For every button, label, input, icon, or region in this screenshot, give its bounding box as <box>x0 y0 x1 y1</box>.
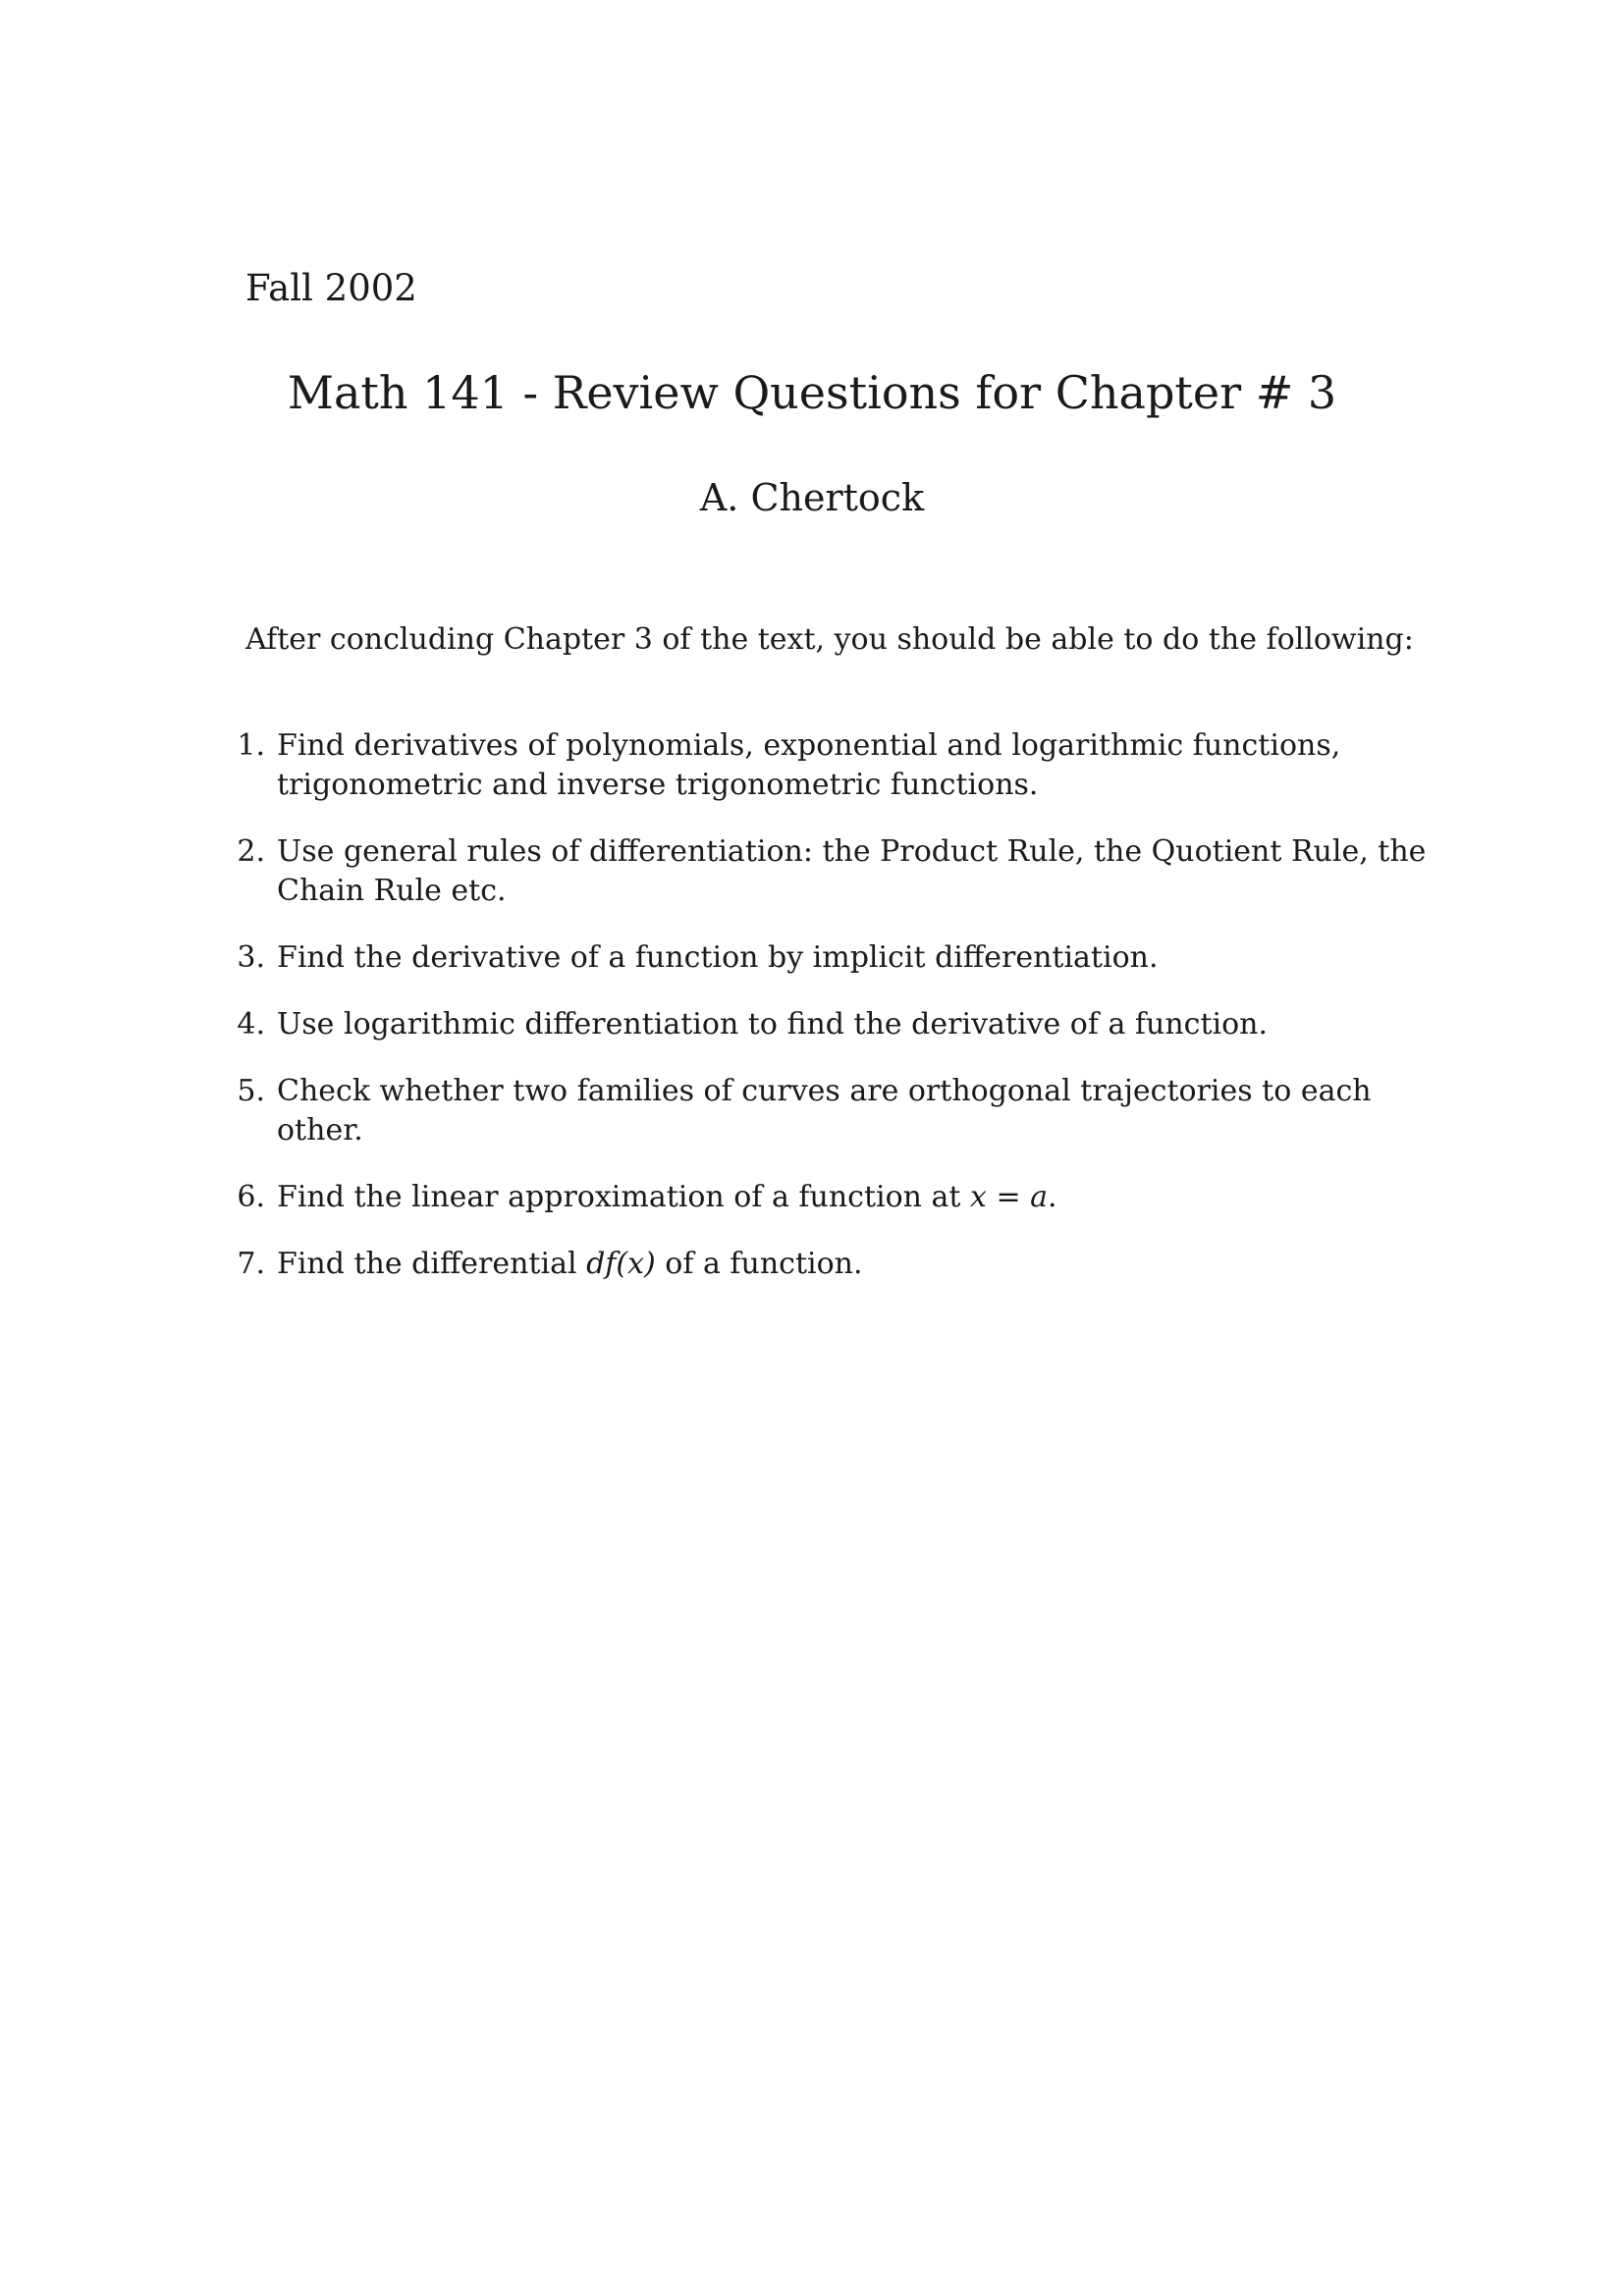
list-item <box>226 1072 1443 1150</box>
list-item <box>226 1178 1443 1217</box>
math-expression: df(x) <box>586 1247 656 1281</box>
item-text-before: Find the differential <box>277 1247 587 1281</box>
objectives-list <box>226 726 1443 1311</box>
item-text: Use general rules of differentiation: the Product Rule, the Quotient Rule, the Chain Rule etc. <box>277 834 1427 908</box>
list-item <box>226 1245 1443 1284</box>
list-item <box>226 726 1443 805</box>
list-item <box>226 1005 1443 1044</box>
list-item <box>226 832 1443 911</box>
intro-paragraph: After concluding Chapter 3 of the text, you should be able to do the following: <box>245 622 1414 657</box>
math-expression: x = a <box>970 1180 1049 1214</box>
item-number: 5. <box>237 1074 265 1108</box>
list-item <box>226 938 1443 978</box>
document-title: Math 141 - Review Questions for Chapter # 3 <box>287 366 1337 419</box>
item-number: 4. <box>237 1007 265 1041</box>
item-text-before: Find the linear approximation of a function at <box>277 1180 970 1214</box>
term-label: Fall 2002 <box>245 267 417 309</box>
item-number: 6. <box>237 1180 265 1214</box>
item-text <box>277 1178 1443 1217</box>
item-number: 7. <box>237 1247 265 1281</box>
item-number: 3. <box>237 940 265 975</box>
item-number: 2. <box>237 834 265 869</box>
item-text: Find the derivative of a function by implicit differentiation. <box>277 940 1159 975</box>
item-text: Find derivatives of polynomials, exponential and logarithmic functions, trigonometric and inverse trigonometric functions. <box>277 728 1341 802</box>
item-text: Check whether two families of curves are orthogonal trajectories to each other. <box>277 1074 1372 1148</box>
item-text-after: of a function. <box>655 1247 863 1281</box>
item-text: Use logarithmic differentiation to find the derivative of a function. <box>277 1007 1269 1041</box>
item-text <box>277 1245 1443 1284</box>
item-text-after: . <box>1048 1180 1057 1214</box>
item-number: 1. <box>237 728 265 763</box>
author-name: A. Chertock <box>699 476 925 519</box>
